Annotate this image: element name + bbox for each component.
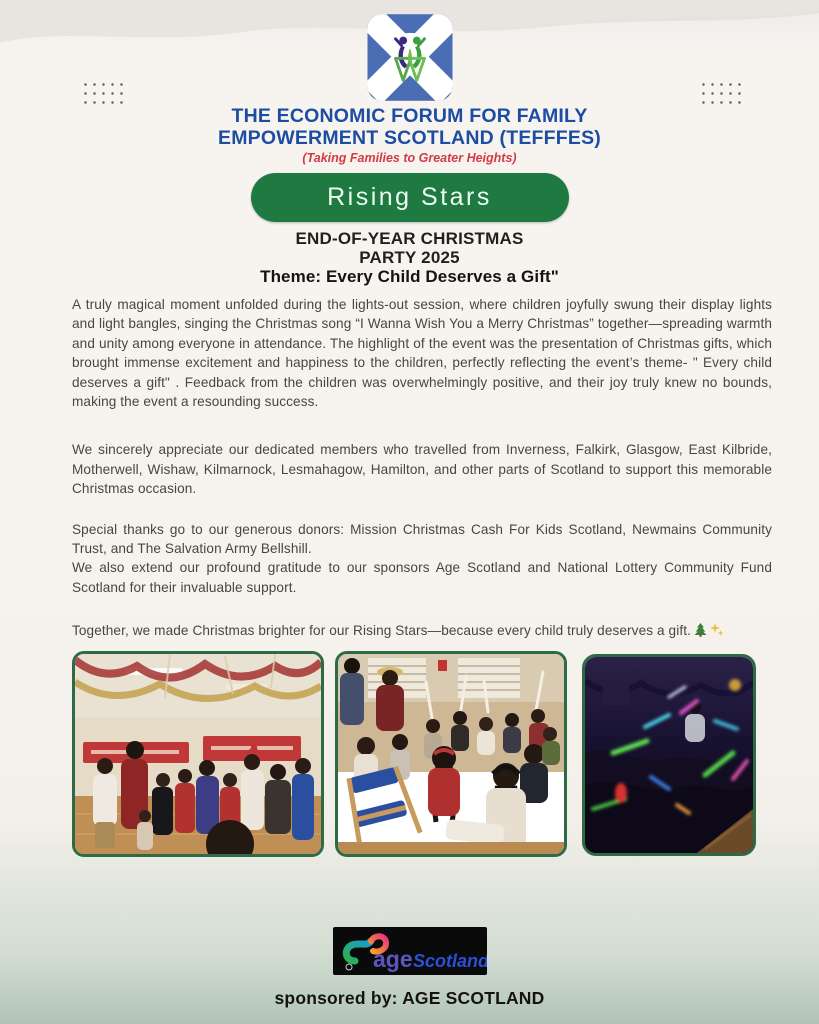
article-body (72, 295, 772, 643)
sponsor-line: sponsored by: AGE SCOTLAND (274, 988, 545, 1008)
paragraph-members-thanks: We sincerely appreciate our dedicated members who travelled from Inverness, Falkirk, Glasgow, East Kilbride, Motherwell, Wishaw, Kilmarnock, Lesmahagow, Hamilton, and other parts of Scotland to support this memorable Christmas occasion. (72, 442, 772, 497)
photo-gallery (72, 651, 772, 857)
rising-stars-badge-label: Rising Stars (327, 183, 492, 211)
event-photo-party-room (72, 651, 324, 857)
org-tagline: (Taking Families to Greater Heights) (302, 151, 517, 165)
age-logo-word-age: age (372, 946, 413, 972)
event-theme: Theme: Every Child Deserves a Gift" (260, 267, 559, 286)
closing-line (72, 621, 772, 642)
event-title-line2: PARTY 2025 (359, 248, 460, 267)
paragraph-magical-moment: A truly magical moment unfolded during the lights-out session, where children joyfully swung their display lights and light bangles, singing the Christmas song “I Wanna Wish You a Merry Christmas” together—spreading warmth and unity among everyone in attendance. The highlight of the event was the presentation of Christmas gifts, which brought immense excitement and happiness to the children, perfectly reflecting the event’s theme- " Every child deserves a gift" . Feedback from the children was overwhelmingly positive, and their joy truly knew no bounds, making the event a resounding success. (72, 297, 772, 410)
paragraph-donors-thanks: Special thanks go to our generous donors: Mission Christmas Cash For Kids Scotland, Newmains Community Trust, and The Salvation Army Bellshill. (72, 521, 772, 557)
sparkles-icon (710, 623, 724, 642)
christmas-tree-icon (694, 623, 707, 642)
age-scotland-logo (333, 927, 487, 975)
org-title-line2: EMPOWERMENT SCOTLAND (TEFFFES) (218, 126, 601, 149)
dot-grid-right (699, 80, 741, 104)
dot-grid-left (81, 80, 123, 104)
closing-line-text: Together, we made Christmas brighter for our Rising Stars—because every child truly deserves a gift. (72, 623, 691, 639)
age-logo-word-scotland: Scotland (412, 951, 487, 971)
org-title (0, 106, 819, 149)
tefffes-flag-logo-icon (367, 14, 452, 101)
event-photo-glow-sticks (582, 654, 756, 856)
rising-stars-badge (251, 173, 569, 222)
event-title (0, 229, 819, 267)
event-title-line1: END-OF-YEAR CHRISTMAS (295, 229, 524, 248)
event-photo-children-seated (335, 651, 567, 857)
org-title-line1: THE ECONOMIC FORUM FOR FAMILY (231, 105, 588, 127)
paragraph-sponsors-thanks: We also extend our profound gratitude to our sponsors Age Scotland and National Lottery Community Fund Scotland for their invaluable support. (72, 560, 772, 595)
